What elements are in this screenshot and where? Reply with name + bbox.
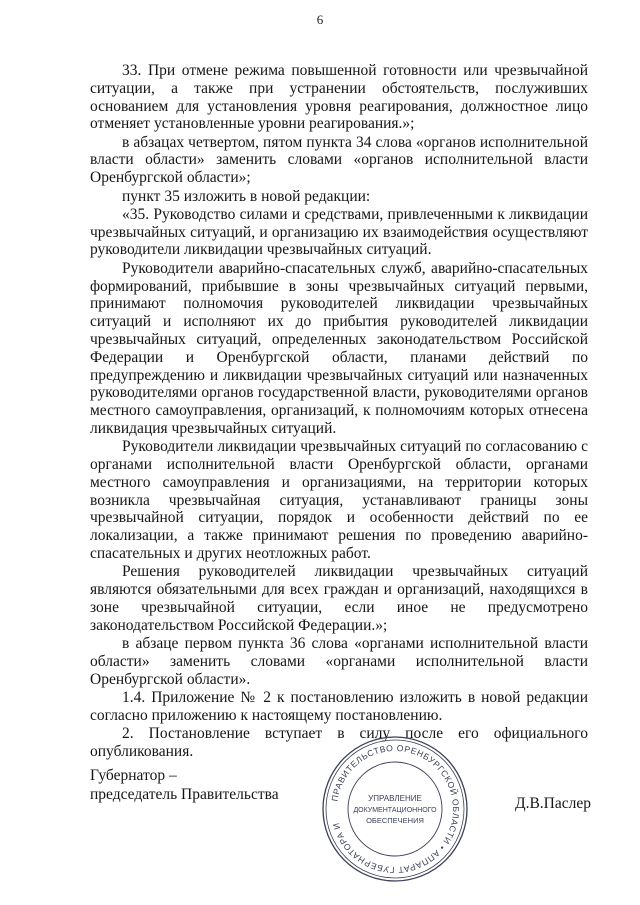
paragraph-8: в абзаце первом пункта 36 слова «органами исполнительной власти области» заменить словами «органами исполнительной власти Оренбургской области». bbox=[90, 635, 588, 688]
signatory-title-line1: Губернатор – bbox=[90, 767, 177, 784]
signatory-title bbox=[90, 766, 279, 804]
paragraph-3: пункт 35 изложить в новой редакции: bbox=[122, 187, 371, 205]
seal-center-line1: УПРАВЛЕНИЕ bbox=[368, 794, 422, 803]
paragraph-10: 2. Постановление вступает в силу после его официального опубликования. bbox=[90, 724, 588, 760]
seal-ring-text: ПРАВИТЕЛЬСТВО ОРЕНБУРГСКОЙ ОБЛАСТИ • АППАРАТ ГУБЕРНАТОРА И bbox=[329, 742, 462, 876]
paragraph-4: «35. Руководство силами и средствами, привлеченными к ликвидации чрезвычайных ситуаций, и организацию их взаимодействия осуществляют руководители ликвидации чрезвычайных ситуаций. bbox=[90, 205, 588, 259]
seal-center-line3: ОБЕСПЕЧЕНИЯ bbox=[366, 816, 424, 825]
signatory-name: Д.В.Паслер bbox=[515, 795, 591, 812]
document-body bbox=[90, 62, 588, 761]
signatory-title-line2: председатель Правительства bbox=[90, 786, 279, 803]
paragraph-2: в абзацах четвертом, пятом пункта 34 слова «органов исполнительной власти области» заменить словами «органов исполнительной власти Оренбургской области»; bbox=[90, 133, 588, 187]
page-number: 6 bbox=[316, 12, 324, 27]
official-seal-stamp bbox=[320, 734, 470, 884]
paragraph-1: 33. При отмене режима повышенной готовности или чрезвычайной ситуации, а также при устранении обстоятельств, послуживших основанием для установления уровня реагирования, должностное лицо отменяет установленные уровни реагирования.»; bbox=[90, 62, 588, 133]
paragraph-5: Руководители аварийно-спасательных служб, аварийно-спасательных формирований, прибывшие в зоны чрезвычайных ситуаций первыми, принимают полномочия руководителей ликвидации чрезвычайных ситуаций и исполняют их до прибытия руководителей ликвидации чрезвычайных ситуаций, определенных законодательством Российской Федерации и Оренбургской области, планами действий по предупреждению и ликвидации чрезвычайных ситуаций или назначенных руководителями органов государственной власти, руководителями органов местного самоуправления, организаций, к полномочиям которых отнесена ликвидация чрезвычайных ситуаций. bbox=[90, 259, 588, 437]
paragraph-7: Решения руководителей ликвидации чрезвычайных ситуаций являются обязательными для всех граждан и организаций, находящихся в зоне чрезвычайной ситуации, если иное не предусмотрено законодательством Российской Федерации.»; bbox=[90, 563, 588, 634]
paragraph-9: 1.4. Приложение № 2 к постановлению изложить в новой редакции согласно приложению к настоящему постановлению. bbox=[90, 688, 588, 724]
seal-center-line2: ДОКУМЕНТАЦИОННОГО bbox=[353, 807, 437, 814]
paragraph-6: Руководители ликвидации чрезвычайных ситуаций по согласованию с органами исполнительной власти Оренбургской области, органами местного самоуправления и организациями, на территории которых возникла чрезвычайная ситуация, устанавливают границы зоны чрезвычайной ситуации, порядок и особенности действий по ее локализации, а также принимают решения по проведению аварийно-спасательных и других неотложных работ. bbox=[90, 438, 588, 563]
